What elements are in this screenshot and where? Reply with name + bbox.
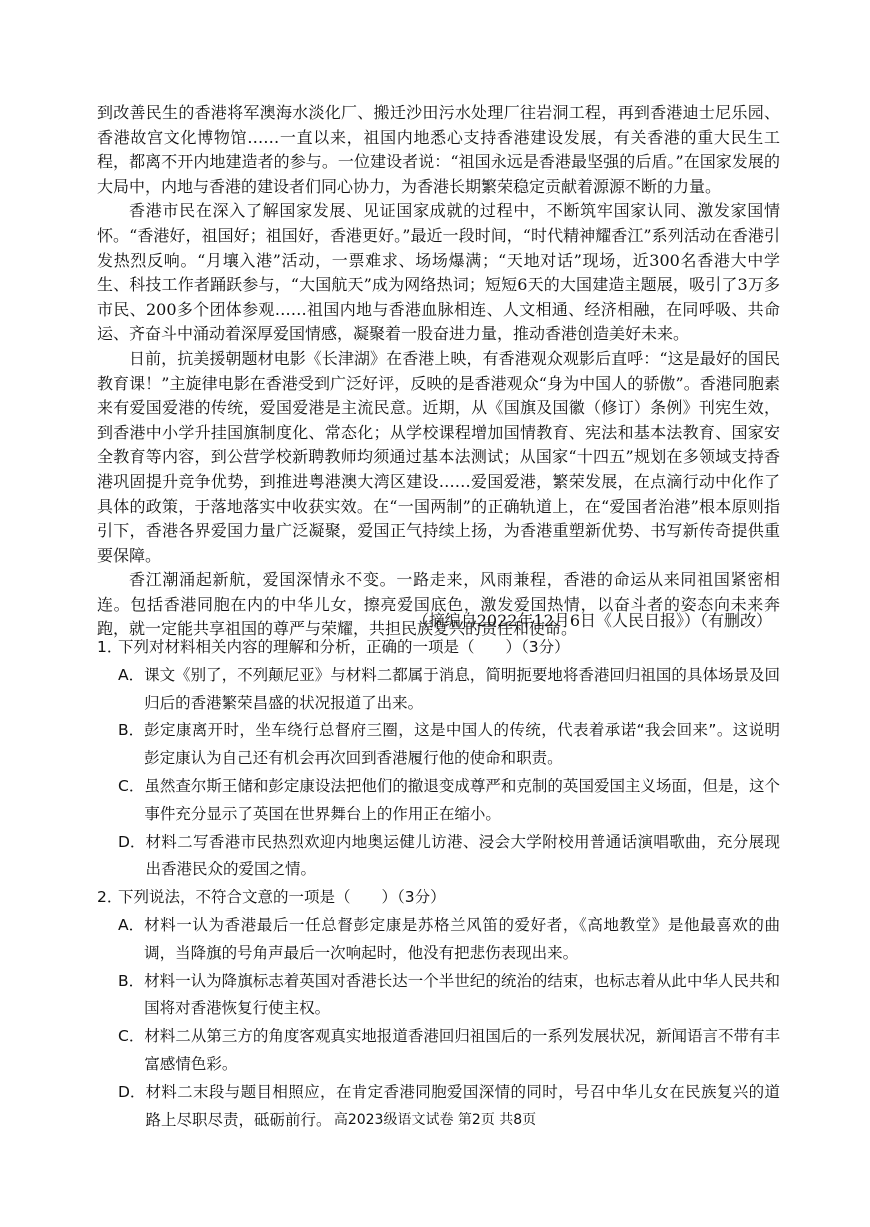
question-number: 1． <box>97 638 123 656</box>
option-letter: A． <box>118 665 145 684</box>
option-c <box>118 1023 780 1079</box>
passage-paragraph: 香港市民在深入了解国家发展、见证国家成就的过程中，不断筑牢国家认同、激发家国情怀。“香港好，祖国好；祖国好，香港更好。”最近一段时间，“时代精神耀香江”系列活动在香港引发热烈反响。“月壤入港”活动，一票难求、场场爆满；“天地对话”现场，近300名香港大中学生、科技工作者踊跃参与，“大国航天”成为网络热词；短短6天的大国建造主题展，吸引了3万多市民、200多个团体参观……祖国内地与香港血脉相连、人文相通、经济相融，在同呼吸、共命运、齐奋斗中涌动着深厚爱国情感，凝聚着一股奋进力量，推动香港创造美好未来。 <box>97 201 780 344</box>
option-text: 彭定康离开时，坐车绕行总督府三圈，这是中国人的传统，代表着承诺“我会回来”。这说明彭定康认为自己还有机会再次回到香港履行他的使命和职责。 <box>144 721 780 768</box>
question-text: 下列说法，不符合文意的一项是（ ）（3分） <box>118 888 446 907</box>
option-text: 材料二从第三方的角度客观真实地报道香港回归祖国后的一系列发展状况，新闻语言不带有丰富感情色彩。 <box>144 1027 780 1073</box>
option-a <box>118 662 780 718</box>
passage-paragraph: 日前，抗美援朝题材电影《长津湖》在香港上映，有香港观众观影后直呼：“这是最好的国民教育课！”主旋律电影在香港受到广泛好评，反映的是香港观众“身为中国人的骄傲”。香港同胞素来有爱国爱港的传统，爱国爱港是主流民意。近期，从《国旗及国徽（修订）条例》刊宪生效，到香港中小学升挂国旗制度化、常态化；从学校课程增加国情教育、宪法和基本法教育、国家安全教育等内容，到公营学校新聘教师均须通过基本法测试；从国家“十四五”规划在多领域支持香港巩固提升竞争优势，到推进粤港澳大湾区建设……爱国爱港，繁荣发展，在点滴行动中化作了具体的政策，于落地落实中收获实效。在“一国两制”的正确轨道上，在“爱国者治港”根本原则指引下，香港各界爱国力量广泛凝聚，爱国正气持续上扬，为香港重塑新优势、书写新传奇提供重要保障。 <box>97 348 780 565</box>
option-text: 材料二写香港市民热烈欢迎内地奥运健儿访港、浸会大学附校用普通话演唱歌曲，充分展现出香港民众的爱国之情。 <box>145 832 780 879</box>
option-b <box>118 717 780 773</box>
option-a <box>118 912 780 968</box>
passage-paragraph: 到改善民生的香港将军澳海水淡化厂、搬迁沙田污水处理厂往岩洞工程，再到香港迪士尼乐园、香港故宫文化博物馆……一直以来，祖国内地悉心支持香港建设发展，有关香港的重大民生工程，都离不开内地建造者的参与。一位建设者说：“祖国永远是香港最坚强的后盾。”在国家发展的大局中，内地与香港的建设者们同心协力，为香港长期繁荣稳定贡献着源源不断的力量。 <box>97 103 780 196</box>
question-stem <box>97 884 780 912</box>
option-d <box>118 829 780 885</box>
option-letter: D． <box>118 832 146 851</box>
option-text: 材料一认为香港最后一任总督彭定康是苏格兰风笛的爱好者，《高地教堂》是他最喜欢的曲调，当降旗的号角声最后一次响起时，他没有把悲伤表现出来。 <box>144 915 780 962</box>
question-stem <box>97 634 780 662</box>
passage-paragraph: 香江潮涌起新航，爱国深情永不变。一路走来，风雨兼程，香港的命运从来同祖国紧密相连。包括香港同胞在内的中华儿女，擦亮爱国底色，激发爱国热情，以奋斗者的姿态向未来奔跑，就一定能共享祖国的尊严与荣耀，共担民族复兴的责任和使命。 <box>97 570 780 639</box>
option-letter: B． <box>118 971 145 990</box>
question-2 <box>97 884 780 1134</box>
option-text: 材料一认为降旗标志着英国对香港长达一个半世纪的统治的结束，也标志着从此中华人民共和国将对香港恢复行使主权。 <box>144 971 780 1018</box>
option-letter: C． <box>118 776 145 795</box>
option-letter: A． <box>118 915 145 934</box>
option-text: 课文《别了，不列颠尼亚》与材料二都属于消息，简明扼要地将香港回归祖国的具体场景及回归后的香港繁荣昌盛的状况报道了出来。 <box>144 665 780 712</box>
source-citation: （摘编自2022年12月6日《人民日报》）（有删改） <box>412 611 772 630</box>
page-footer: 高2023级语文试卷 第2页 共8页 <box>333 1112 537 1128</box>
question-1 <box>97 634 780 884</box>
option-letter: B． <box>118 721 145 740</box>
question-number: 2． <box>97 888 123 907</box>
option-letter: D． <box>118 1082 146 1101</box>
option-b <box>118 968 780 1024</box>
option-c <box>118 773 780 829</box>
option-text: 虽然查尔斯王储和彭定康设法把他们的撤退变成尊严和克制的英国爱国主义场面，但是，这个事件充分显示了英国在世界舞台上的作用正在缩小。 <box>144 776 780 823</box>
option-text: 材料二末段与题目相照应，在肯定香港同胞爱国深情的同时，号召中华儿女在民族复兴的道路上尽职尽责，砥砺前行。 <box>145 1082 780 1129</box>
question-text: 下列对材料相关内容的理解和分析，正确的一项是（ ）（3分） <box>118 638 570 656</box>
question-list <box>97 634 780 1134</box>
option-letter: C． <box>118 1027 145 1046</box>
reading-passage <box>97 101 780 642</box>
